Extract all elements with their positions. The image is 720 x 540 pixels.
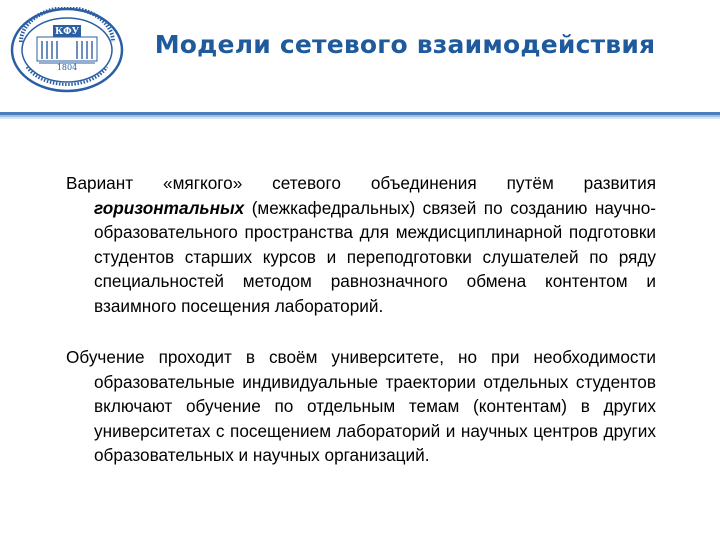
svg-text:1804: 1804 [56, 63, 78, 72]
paragraph-soft-network [66, 171, 656, 318]
header-divider [0, 112, 720, 120]
kfu-seal-icon [9, 7, 125, 93]
paragraph-1-emphasis: горизонтальных [94, 197, 245, 218]
svg-text:КФУ: КФУ [54, 27, 80, 37]
paragraph-home-university [66, 345, 656, 468]
university-logo [9, 7, 125, 93]
page-title: Модели сетевого взаимодействия [154, 30, 656, 59]
paragraph-1-before: Вариант «мягкого» сетевого объединения путём развития [66, 173, 656, 193]
paragraph-1-after: (межкафедральных) связей по созданию научно-образовательного пространства для междисциплинарной подготовки студентов старших курсов и переподготовки слушателей по ряду специальностей методом равнозначного обмена контентом и взаимного посещения лабораторий. [94, 197, 656, 316]
paragraph-2-text: Обучение проходит в своём университете, но при необходимости образовательные индивидуальные траектории отдельных студентов включают обучение по отдельным темам (контентам) в других университетах с посещением лабораторий и научных центров других образовательных и научных организаций. [66, 347, 656, 465]
